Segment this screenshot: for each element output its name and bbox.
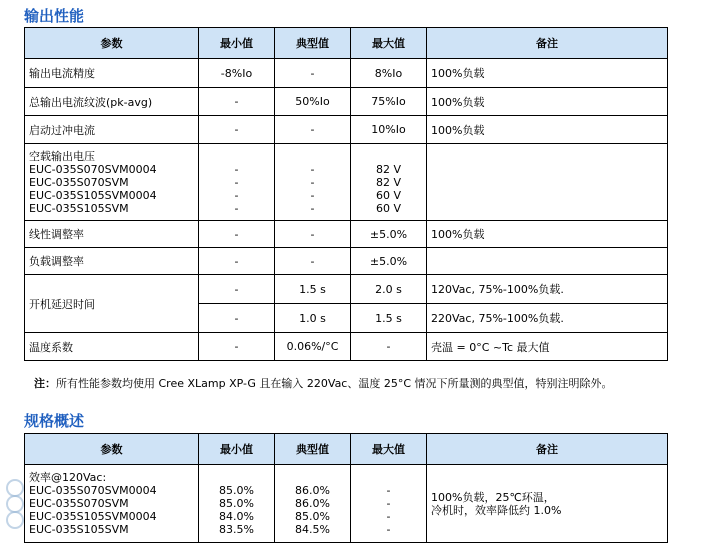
cell-note: 壳温 = 0°C ~Tc 最大值 (427, 333, 668, 361)
value: - (310, 188, 315, 202)
cell-max: 2.0 s (351, 275, 427, 304)
note-line: 100%负载，25℃环温， (431, 490, 555, 504)
cell-param (25, 144, 199, 221)
value: - (234, 188, 239, 202)
value: 60 V (375, 188, 402, 202)
cell-min: - (199, 221, 275, 248)
cell-param: 温度系数 (25, 333, 199, 361)
value: - (234, 162, 239, 176)
header-typ: 典型值 (275, 28, 351, 59)
table-row (25, 333, 668, 361)
table-row (25, 221, 668, 248)
value: - (386, 484, 391, 497)
cell-typ: - (275, 221, 351, 248)
cell-min: - (199, 333, 275, 361)
spec-summary-table (24, 433, 668, 543)
value: 84.5% (295, 523, 330, 536)
cell-max: 1.5 s (351, 304, 427, 333)
value: - (386, 497, 391, 510)
cell-note: 120Vac, 75%-100%负载. (427, 275, 668, 304)
cell-typ (275, 144, 351, 221)
cell-min: - (199, 88, 275, 116)
table-header-row (25, 28, 668, 59)
cell-min: - (199, 275, 275, 304)
table-row (25, 248, 668, 275)
section-title-output: 输出性能 (24, 7, 85, 25)
table-row (25, 465, 668, 543)
cell-note: 100%负载 (427, 116, 668, 144)
note-line: 冷机时，效率降低约 1.0% (431, 503, 562, 517)
cell-param: 启动过冲电流 (25, 116, 199, 144)
table-row (25, 275, 668, 304)
value: 86.0% (295, 497, 330, 510)
value: 85.0% (219, 484, 254, 497)
output-performance-table (24, 27, 668, 361)
model-name: EUC-035S105SVM (29, 523, 129, 536)
cell-typ: 1.0 s (275, 304, 351, 333)
value: - (386, 523, 391, 536)
header-max: 最大值 (351, 434, 427, 465)
cell-min: -8%Io (199, 59, 275, 88)
model-name: EUC-035S070SVM (29, 175, 129, 189)
cell-typ: 1.5 s (275, 275, 351, 304)
section-title-spec: 规格概述 (24, 412, 85, 430)
model-name: EUC-035S105SVM (29, 201, 129, 215)
table-row (25, 116, 668, 144)
cell-note (427, 465, 668, 543)
cell-max (351, 465, 427, 543)
cell-note: 100%负载 (427, 88, 668, 116)
model-name: EUC-035S070SVM0004 (29, 484, 157, 497)
value: 85.0% (295, 510, 330, 523)
cell-min (199, 465, 275, 543)
param-label: 空载输出电压 (29, 149, 95, 163)
value: - (234, 175, 239, 189)
cell-max: - (351, 333, 427, 361)
cell-max (351, 144, 427, 221)
watermark-logo-icon (2, 478, 28, 530)
cell-min: - (199, 116, 275, 144)
value: - (310, 201, 315, 215)
value: 84.0% (219, 510, 254, 523)
cell-note: 100%负载 (427, 221, 668, 248)
value: 85.0% (219, 497, 254, 510)
cell-typ: 50%Io (275, 88, 351, 116)
cell-note (427, 248, 668, 275)
cell-min: - (199, 248, 275, 275)
cell-max: ±5.0% (351, 248, 427, 275)
header-param: 参数 (25, 28, 199, 59)
model-name: EUC-035S105SVM0004 (29, 188, 157, 202)
value: 82 V (375, 162, 402, 176)
header-min: 最小值 (199, 434, 275, 465)
cell-param: 负载调整率 (25, 248, 199, 275)
value: 83.5% (219, 523, 254, 536)
cell-max: 75%Io (351, 88, 427, 116)
value: 86.0% (295, 484, 330, 497)
header-note: 备注 (427, 434, 668, 465)
cell-param: 输出电流精度 (25, 59, 199, 88)
cell-typ: - (275, 116, 351, 144)
cell-min: - (199, 304, 275, 333)
footnote-text: 所有性能参数均使用 Cree XLamp XP-G 且在输入 220Vac、温度 25°C 情况下所量测的典型值，特别注明除外。 (56, 377, 613, 390)
param-label: 效率@120Vac: (29, 471, 107, 484)
table-row (25, 144, 668, 221)
cell-max: 8%Io (351, 59, 427, 88)
model-name: EUC-035S070SVM0004 (29, 162, 157, 176)
cell-param: 总输出电流纹波(pk-avg) (25, 88, 199, 116)
value: - (310, 175, 315, 189)
header-note: 备注 (427, 28, 668, 59)
header-min: 最小值 (199, 28, 275, 59)
cell-note (427, 144, 668, 221)
cell-typ: 0.06%/°C (275, 333, 351, 361)
footnote (34, 375, 613, 391)
header-max: 最大值 (351, 28, 427, 59)
cell-typ: - (275, 59, 351, 88)
table-header-row (25, 434, 668, 465)
footnote-label: 注： (34, 377, 56, 390)
table-row (25, 59, 668, 88)
value: 60 V (375, 201, 402, 215)
cell-typ: - (275, 248, 351, 275)
cell-min (199, 144, 275, 221)
value: - (386, 510, 391, 523)
cell-param: 开机延迟时间 (25, 275, 199, 333)
table-row (25, 88, 668, 116)
model-name: EUC-035S070SVM (29, 497, 129, 510)
cell-note: 100%负载 (427, 59, 668, 88)
value: - (310, 162, 315, 176)
cell-param: 线性调整率 (25, 221, 199, 248)
cell-typ (275, 465, 351, 543)
header-typ: 典型值 (275, 434, 351, 465)
value: - (234, 201, 239, 215)
cell-max: 10%Io (351, 116, 427, 144)
header-param: 参数 (25, 434, 199, 465)
cell-param (25, 465, 199, 543)
model-name: EUC-035S105SVM0004 (29, 510, 157, 523)
cell-note: 220Vac, 75%-100%负载. (427, 304, 668, 333)
cell-max: ±5.0% (351, 221, 427, 248)
value: 82 V (375, 175, 402, 189)
